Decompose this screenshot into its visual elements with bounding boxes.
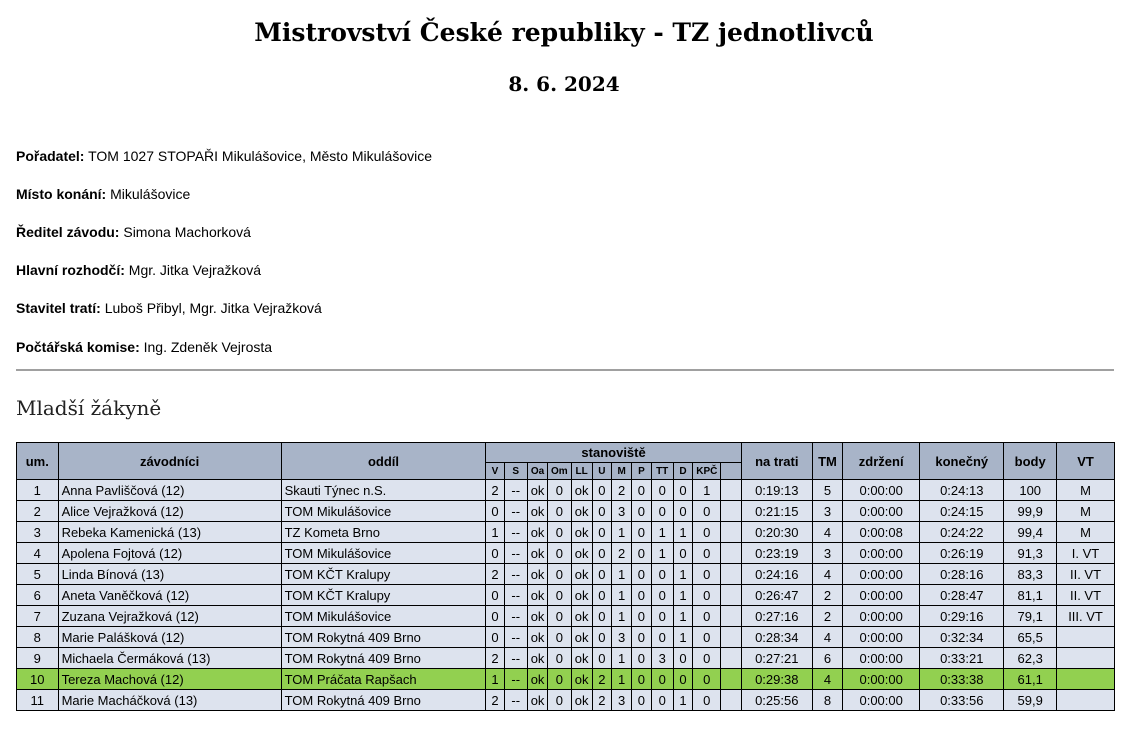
info-value: Luboš Přibyl, Mgr. Jitka Vejražková bbox=[104, 300, 322, 316]
station-cell: 0 bbox=[548, 627, 571, 648]
points-cell: 81,1 bbox=[1004, 585, 1057, 606]
station-cell: 0 bbox=[632, 690, 651, 711]
table-row bbox=[17, 627, 1115, 648]
station-cell: 0 bbox=[651, 606, 673, 627]
final-time: 0:32:34 bbox=[920, 627, 1004, 648]
info-line bbox=[16, 148, 432, 164]
station-cell: 0 bbox=[632, 606, 651, 627]
info-line bbox=[16, 262, 261, 278]
station-cell: 1 bbox=[612, 606, 632, 627]
station-cell: 2 bbox=[486, 690, 504, 711]
club-name: TOM Mikulášovice bbox=[281, 606, 486, 627]
station-cell: -- bbox=[504, 543, 527, 564]
page-title: Mistrovství České republiky - TZ jednotlivců bbox=[254, 18, 874, 47]
tm-cell: 4 bbox=[812, 669, 842, 690]
info-line bbox=[16, 224, 251, 240]
station-cell: 2 bbox=[486, 648, 504, 669]
col-on-track: na trati bbox=[741, 443, 812, 480]
station-col-header: KPČ bbox=[693, 463, 721, 480]
station-cell: 0 bbox=[486, 606, 504, 627]
station-col-header: P bbox=[632, 463, 651, 480]
station-cell bbox=[721, 648, 741, 669]
station-col-header: S bbox=[504, 463, 527, 480]
competitor-name: Marie Palášková (12) bbox=[58, 627, 281, 648]
points-cell: 65,5 bbox=[1004, 627, 1057, 648]
on-track-time: 0:25:56 bbox=[741, 690, 812, 711]
club-name: TZ Kometa Brno bbox=[281, 522, 486, 543]
station-cell: -- bbox=[504, 522, 527, 543]
tm-cell: 5 bbox=[812, 480, 842, 501]
station-cell: 1 bbox=[486, 669, 504, 690]
table-row bbox=[17, 501, 1115, 522]
station-cell: 0 bbox=[548, 480, 571, 501]
station-cell: 0 bbox=[632, 501, 651, 522]
station-cell bbox=[721, 627, 741, 648]
delay-time: 0:00:00 bbox=[843, 501, 920, 522]
station-cell: 0 bbox=[548, 606, 571, 627]
station-cell: 1 bbox=[612, 669, 632, 690]
station-cell: ok bbox=[571, 543, 592, 564]
info-value: TOM 1027 STOPAŘI Mikulášovice, Město Mikulášovice bbox=[88, 148, 433, 164]
station-cell: 0 bbox=[693, 690, 721, 711]
rank-cell: 6 bbox=[17, 585, 59, 606]
rank-cell: 8 bbox=[17, 627, 59, 648]
final-time: 0:24:13 bbox=[920, 480, 1004, 501]
points-cell: 61,1 bbox=[1004, 669, 1057, 690]
station-col-header: U bbox=[592, 463, 611, 480]
competitor-name: Anna Pavliščová (12) bbox=[58, 480, 281, 501]
station-cell: ok bbox=[571, 522, 592, 543]
station-cell: 0 bbox=[693, 522, 721, 543]
station-cell bbox=[721, 522, 741, 543]
rank-cell: 1 bbox=[17, 480, 59, 501]
station-cell: -- bbox=[504, 480, 527, 501]
tm-cell: 3 bbox=[812, 543, 842, 564]
station-cell: 1 bbox=[651, 543, 673, 564]
station-cell: ok bbox=[527, 501, 547, 522]
station-cell: 0 bbox=[693, 669, 721, 690]
delay-time: 0:00:00 bbox=[843, 648, 920, 669]
station-cell bbox=[721, 669, 741, 690]
delay-time: 0:00:00 bbox=[843, 543, 920, 564]
station-cell: ok bbox=[571, 480, 592, 501]
station-col-header: TT bbox=[651, 463, 673, 480]
station-cell: 0 bbox=[673, 669, 692, 690]
station-cell: 0 bbox=[673, 543, 692, 564]
station-cell: 3 bbox=[612, 627, 632, 648]
vt-cell: M bbox=[1057, 522, 1115, 543]
station-cell: -- bbox=[504, 501, 527, 522]
vt-cell bbox=[1057, 690, 1115, 711]
station-cell: -- bbox=[504, 585, 527, 606]
competitor-name: Aneta Vaněčková (12) bbox=[58, 585, 281, 606]
tm-cell: 6 bbox=[812, 648, 842, 669]
station-cell: 0 bbox=[651, 501, 673, 522]
station-cell: ok bbox=[527, 669, 547, 690]
info-line bbox=[16, 186, 190, 202]
station-cell: 0 bbox=[548, 690, 571, 711]
station-cell: 0 bbox=[651, 690, 673, 711]
info-value: Mikulášovice bbox=[110, 186, 191, 202]
vt-cell bbox=[1057, 627, 1115, 648]
station-cell bbox=[721, 543, 741, 564]
station-cell: ok bbox=[527, 543, 547, 564]
station-cell: ok bbox=[571, 627, 592, 648]
col-delay: zdržení bbox=[843, 443, 920, 480]
divider bbox=[16, 369, 1114, 371]
tm-cell: 2 bbox=[812, 585, 842, 606]
station-cell: 1 bbox=[651, 522, 673, 543]
station-cell: 0 bbox=[548, 648, 571, 669]
tm-cell: 3 bbox=[812, 501, 842, 522]
results-table bbox=[16, 442, 1115, 711]
competitor-name: Apolena Fojtová (12) bbox=[58, 543, 281, 564]
station-cell: 0 bbox=[548, 501, 571, 522]
station-cell: 0 bbox=[632, 564, 651, 585]
info-value: Mgr. Jitka Vejražková bbox=[128, 262, 262, 278]
vt-cell bbox=[1057, 648, 1115, 669]
table-row bbox=[17, 543, 1115, 564]
station-cell: 0 bbox=[486, 501, 504, 522]
info-value: Simona Machorková bbox=[123, 224, 251, 240]
station-cell: ok bbox=[527, 522, 547, 543]
station-cell: 0 bbox=[548, 543, 571, 564]
col-points: body bbox=[1004, 443, 1057, 480]
station-col-header: Oa bbox=[527, 463, 547, 480]
on-track-time: 0:29:38 bbox=[741, 669, 812, 690]
competitor-name: Tereza Machová (12) bbox=[58, 669, 281, 690]
club-name: TOM Mikulášovice bbox=[281, 543, 486, 564]
table-row bbox=[17, 564, 1115, 585]
rank-cell: 10 bbox=[17, 669, 59, 690]
on-track-time: 0:24:16 bbox=[741, 564, 812, 585]
on-track-time: 0:23:19 bbox=[741, 543, 812, 564]
club-name: TOM Práčata Rapšach bbox=[281, 669, 486, 690]
delay-time: 0:00:00 bbox=[843, 564, 920, 585]
station-cell: -- bbox=[504, 669, 527, 690]
station-cell: 2 bbox=[612, 543, 632, 564]
col-rank: um. bbox=[17, 443, 59, 480]
info-line bbox=[16, 339, 272, 355]
station-cell: 0 bbox=[592, 501, 611, 522]
station-cell: ok bbox=[571, 648, 592, 669]
rank-cell: 4 bbox=[17, 543, 59, 564]
vt-cell: II. VT bbox=[1057, 564, 1115, 585]
station-cell: -- bbox=[504, 606, 527, 627]
final-time: 0:29:16 bbox=[920, 606, 1004, 627]
rank-cell: 2 bbox=[17, 501, 59, 522]
station-cell: 0 bbox=[693, 564, 721, 585]
competitor-name: Marie Macháčková (13) bbox=[58, 690, 281, 711]
points-cell: 79,1 bbox=[1004, 606, 1057, 627]
station-cell: 0 bbox=[548, 669, 571, 690]
club-name: Skauti Týnec n.S. bbox=[281, 480, 486, 501]
station-col-header: V bbox=[486, 463, 504, 480]
category-title: Mladší žákyně bbox=[16, 396, 162, 420]
tm-cell: 4 bbox=[812, 627, 842, 648]
station-cell: 0 bbox=[632, 585, 651, 606]
competitor-name: Michaela Čermáková (13) bbox=[58, 648, 281, 669]
station-cell: 0 bbox=[548, 522, 571, 543]
station-cell: 0 bbox=[673, 648, 692, 669]
station-cell: ok bbox=[571, 606, 592, 627]
station-cell: 0 bbox=[651, 627, 673, 648]
vt-cell: II. VT bbox=[1057, 585, 1115, 606]
vt-cell: M bbox=[1057, 480, 1115, 501]
station-cell: 0 bbox=[486, 543, 504, 564]
station-cell bbox=[721, 606, 741, 627]
points-cell: 62,3 bbox=[1004, 648, 1057, 669]
points-cell: 100 bbox=[1004, 480, 1057, 501]
station-cell: 1 bbox=[612, 522, 632, 543]
vt-cell: I. VT bbox=[1057, 543, 1115, 564]
station-col-header: LL bbox=[571, 463, 592, 480]
info-label: Ředitel závodu: bbox=[16, 224, 120, 240]
station-cell bbox=[721, 690, 741, 711]
station-cell: ok bbox=[527, 627, 547, 648]
station-cell: 0 bbox=[592, 648, 611, 669]
station-cell: ok bbox=[571, 585, 592, 606]
competitor-name: Alice Vejražková (12) bbox=[58, 501, 281, 522]
station-cell: 3 bbox=[651, 648, 673, 669]
tm-cell: 8 bbox=[812, 690, 842, 711]
station-cell: 1 bbox=[673, 627, 692, 648]
station-cell: ok bbox=[571, 669, 592, 690]
station-cell: 1 bbox=[673, 606, 692, 627]
station-cell: 1 bbox=[612, 648, 632, 669]
on-track-time: 0:21:15 bbox=[741, 501, 812, 522]
on-track-time: 0:27:21 bbox=[741, 648, 812, 669]
station-cell: 0 bbox=[592, 543, 611, 564]
station-cell: 0 bbox=[693, 543, 721, 564]
delay-time: 0:00:08 bbox=[843, 522, 920, 543]
station-cell: 0 bbox=[592, 564, 611, 585]
station-cell: 0 bbox=[651, 564, 673, 585]
table-row bbox=[17, 480, 1115, 501]
on-track-time: 0:20:30 bbox=[741, 522, 812, 543]
info-line bbox=[16, 300, 322, 316]
on-track-time: 0:19:13 bbox=[741, 480, 812, 501]
station-cell: 1 bbox=[673, 522, 692, 543]
table-row bbox=[17, 669, 1115, 690]
delay-time: 0:00:00 bbox=[843, 690, 920, 711]
table-row bbox=[17, 585, 1115, 606]
final-time: 0:33:38 bbox=[920, 669, 1004, 690]
col-club: oddíl bbox=[281, 443, 486, 480]
station-cell: 0 bbox=[693, 585, 721, 606]
table-row bbox=[17, 606, 1115, 627]
station-cell: 0 bbox=[486, 585, 504, 606]
station-cell bbox=[721, 480, 741, 501]
final-time: 0:26:19 bbox=[920, 543, 1004, 564]
rank-cell: 5 bbox=[17, 564, 59, 585]
competitor-name: Zuzana Vejražková (12) bbox=[58, 606, 281, 627]
table-row bbox=[17, 690, 1115, 711]
station-cell: 0 bbox=[693, 606, 721, 627]
points-cell: 83,3 bbox=[1004, 564, 1057, 585]
station-cell: ok bbox=[571, 690, 592, 711]
station-cell: 0 bbox=[673, 501, 692, 522]
table-row bbox=[17, 648, 1115, 669]
final-time: 0:33:21 bbox=[920, 648, 1004, 669]
station-cell: 0 bbox=[548, 585, 571, 606]
station-cell: 1 bbox=[486, 522, 504, 543]
club-name: TOM Rokytná 409 Brno bbox=[281, 648, 486, 669]
station-col-header: M bbox=[612, 463, 632, 480]
points-cell: 99,4 bbox=[1004, 522, 1057, 543]
tm-cell: 4 bbox=[812, 522, 842, 543]
station-cell: -- bbox=[504, 648, 527, 669]
station-cell: 0 bbox=[592, 522, 611, 543]
club-name: TOM KČT Kralupy bbox=[281, 564, 486, 585]
station-cell: -- bbox=[504, 564, 527, 585]
station-cell: 0 bbox=[486, 627, 504, 648]
vt-cell: M bbox=[1057, 501, 1115, 522]
station-cell: 0 bbox=[693, 501, 721, 522]
station-col-header: D bbox=[673, 463, 692, 480]
final-time: 0:33:56 bbox=[920, 690, 1004, 711]
competitor-name: Linda Bínová (13) bbox=[58, 564, 281, 585]
station-cell: 0 bbox=[592, 606, 611, 627]
station-cell: 0 bbox=[632, 648, 651, 669]
station-cell: ok bbox=[527, 648, 547, 669]
tm-cell: 2 bbox=[812, 606, 842, 627]
club-name: TOM Rokytná 409 Brno bbox=[281, 690, 486, 711]
rank-cell: 9 bbox=[17, 648, 59, 669]
station-cell: 2 bbox=[612, 480, 632, 501]
station-cell: 1 bbox=[673, 564, 692, 585]
info-label: Pořadatel: bbox=[16, 148, 85, 164]
event-date: 8. 6. 2024 bbox=[508, 72, 620, 96]
station-cell: 1 bbox=[693, 480, 721, 501]
station-cell: ok bbox=[571, 564, 592, 585]
info-label: Hlavní rozhodčí: bbox=[16, 262, 125, 278]
info-value: Ing. Zdeněk Vejrosta bbox=[143, 339, 273, 355]
info-label: Počtářská komise: bbox=[16, 339, 140, 355]
on-track-time: 0:27:16 bbox=[741, 606, 812, 627]
delay-time: 0:00:00 bbox=[843, 585, 920, 606]
rank-cell: 3 bbox=[17, 522, 59, 543]
delay-time: 0:00:00 bbox=[843, 606, 920, 627]
station-cell: 0 bbox=[548, 564, 571, 585]
station-cell bbox=[721, 564, 741, 585]
station-cell: 1 bbox=[612, 585, 632, 606]
final-time: 0:28:47 bbox=[920, 585, 1004, 606]
info-label: Místo konání: bbox=[16, 186, 107, 202]
station-cell: ok bbox=[527, 585, 547, 606]
station-cell: 0 bbox=[693, 627, 721, 648]
station-cell: 0 bbox=[592, 627, 611, 648]
station-cell: 0 bbox=[651, 585, 673, 606]
station-cell: 0 bbox=[632, 522, 651, 543]
station-cell: 0 bbox=[651, 669, 673, 690]
club-name: TOM Rokytná 409 Brno bbox=[281, 627, 486, 648]
station-cell: -- bbox=[504, 690, 527, 711]
col-final: konečný bbox=[920, 443, 1004, 480]
station-cell: 1 bbox=[673, 690, 692, 711]
station-cell: 0 bbox=[693, 648, 721, 669]
rank-cell: 7 bbox=[17, 606, 59, 627]
station-cell: 0 bbox=[632, 627, 651, 648]
info-label: Stavitel tratí: bbox=[16, 300, 101, 316]
delay-time: 0:00:00 bbox=[843, 480, 920, 501]
station-cell: ok bbox=[527, 606, 547, 627]
tm-cell: 4 bbox=[812, 564, 842, 585]
points-cell: 91,3 bbox=[1004, 543, 1057, 564]
points-cell: 59,9 bbox=[1004, 690, 1057, 711]
station-cell: -- bbox=[504, 627, 527, 648]
col-tm: TM bbox=[812, 443, 842, 480]
station-cell: 0 bbox=[632, 480, 651, 501]
club-name: TOM Mikulášovice bbox=[281, 501, 486, 522]
station-cell: 2 bbox=[592, 690, 611, 711]
final-time: 0:24:15 bbox=[920, 501, 1004, 522]
rank-cell: 11 bbox=[17, 690, 59, 711]
delay-time: 0:00:00 bbox=[843, 669, 920, 690]
station-cell: 0 bbox=[632, 669, 651, 690]
station-cell: 3 bbox=[612, 690, 632, 711]
station-cell: 2 bbox=[486, 564, 504, 585]
vt-cell bbox=[1057, 669, 1115, 690]
station-cell: 1 bbox=[673, 585, 692, 606]
delay-time: 0:00:00 bbox=[843, 627, 920, 648]
station-cell: 1 bbox=[612, 564, 632, 585]
club-name: TOM KČT Kralupy bbox=[281, 585, 486, 606]
on-track-time: 0:28:34 bbox=[741, 627, 812, 648]
col-name: závodníci bbox=[58, 443, 281, 480]
station-cell: 0 bbox=[632, 543, 651, 564]
station-cell: 0 bbox=[592, 585, 611, 606]
final-time: 0:24:22 bbox=[920, 522, 1004, 543]
station-cell: ok bbox=[571, 501, 592, 522]
station-cell: ok bbox=[527, 690, 547, 711]
competitor-name: Rebeka Kamenická (13) bbox=[58, 522, 281, 543]
station-cell bbox=[721, 501, 741, 522]
station-cell: ok bbox=[527, 564, 547, 585]
station-cell bbox=[721, 585, 741, 606]
col-stations: stanoviště bbox=[486, 443, 741, 463]
on-track-time: 0:26:47 bbox=[741, 585, 812, 606]
station-cell: 2 bbox=[486, 480, 504, 501]
station-cell: 0 bbox=[651, 480, 673, 501]
points-cell: 99,9 bbox=[1004, 501, 1057, 522]
station-cell: ok bbox=[527, 480, 547, 501]
final-time: 0:28:16 bbox=[920, 564, 1004, 585]
station-cell: 0 bbox=[592, 480, 611, 501]
station-col-header: Om bbox=[548, 463, 571, 480]
station-cell: 0 bbox=[673, 480, 692, 501]
table-row bbox=[17, 522, 1115, 543]
station-cell: 3 bbox=[612, 501, 632, 522]
vt-cell: III. VT bbox=[1057, 606, 1115, 627]
col-vt: VT bbox=[1057, 443, 1115, 480]
station-cell: 2 bbox=[592, 669, 611, 690]
station-col-header bbox=[721, 463, 741, 480]
